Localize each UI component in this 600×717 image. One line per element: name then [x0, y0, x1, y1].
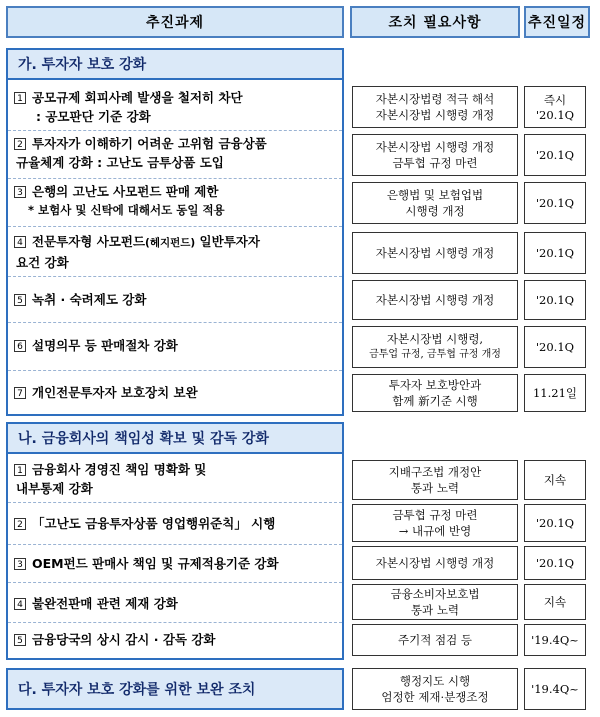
divider [8, 582, 342, 583]
measure-cell: 금투협 규정 마련 → 내규에 반영 [352, 504, 518, 542]
date-cell: '20.1Q [524, 182, 586, 224]
date-cell: '19.4Q~ [524, 624, 586, 656]
section-a-item-5: 5 녹취 · 숙려제도 강화 [14, 290, 338, 309]
section-a-item-1: 1 공모규제 회피사례 발생을 철저히 차단 : 공모판단 기준 강화 [14, 88, 338, 126]
item-number: 1 [14, 92, 26, 104]
divider [8, 322, 342, 323]
divider [8, 544, 342, 545]
date-cell: '20.1Q [524, 504, 586, 542]
measure-cell: 주기적 점검 등 [352, 624, 518, 656]
section-a-item-6: 6 설명의무 등 판매절차 강화 [14, 336, 338, 355]
measure-cell: 행정지도 시행 엄정한 제재·분쟁조정 [352, 668, 518, 710]
measure-cell: 자본시장법 시행령, 금투업 규정, 금투협 규정 개정 [352, 326, 518, 368]
measure-cell: 은행법 및 보험업법 시행령 개정 [352, 182, 518, 224]
divider [8, 622, 342, 623]
measure-cell: 투자자 보호방안과 함께 新기준 시행 [352, 374, 518, 412]
item-number: 6 [14, 340, 26, 352]
item-number: 2 [14, 518, 26, 530]
section-b-item-2: 2 「고난도 금융투자상품 영업행위준칙」 시행 [14, 514, 338, 533]
measure-cell: 자본시장법 시행령 개정 [352, 232, 518, 274]
section-b-panel [6, 422, 344, 660]
measure-cell: 자본시장법 시행령 개정 금투협 규정 마련 [352, 134, 518, 176]
section-a-item-3: 3 은행의 고난도 사모펀드 판매 제한 * 보험사 및 신탁에 대해서도 동일 적용 [14, 182, 338, 220]
section-b-item-5: 5 금융당국의 상시 감시 · 감독 강화 [14, 630, 338, 649]
item-number: 3 [14, 558, 26, 570]
divider [8, 502, 342, 503]
item-number: 1 [14, 464, 26, 476]
date-cell: 지속 [524, 460, 586, 500]
item-number: 7 [14, 387, 26, 399]
date-cell: '20.1Q [524, 232, 586, 274]
item-number: 4 [14, 598, 26, 610]
section-b-item-4: 4 불완전판매 관련 제재 강화 [14, 594, 338, 613]
item-number: 2 [14, 138, 26, 150]
item-number: 5 [14, 294, 26, 306]
section-b-item-1: 1 금융회사 경영진 책임 명확화 및 내부통제 강화 [16, 462, 207, 496]
section-b-item-3: 3 OEM펀드 판매사 책임 및 규제적용기준 강화 [14, 554, 338, 573]
section-a-item-7: 7 개인전문투자자 보호장치 보완 [14, 383, 338, 402]
divider [8, 130, 342, 131]
section-a-title: 가. 투자자 보호 강화 [6, 48, 344, 80]
date-cell: 지속 [524, 584, 586, 620]
date-cell: '20.1Q [524, 326, 586, 368]
section-c-title: 다. 투자자 보호 강화를 위한 보완 조치 [6, 668, 344, 710]
divider [8, 178, 342, 179]
measure-cell: 금융소비자보호법 통과 노력 [352, 584, 518, 620]
section-b-title: 나. 금융회사의 책임성 확보 및 감독 강화 [6, 422, 344, 454]
divider [8, 226, 342, 227]
date-cell: '20.1Q [524, 280, 586, 320]
measure-cell: 지배구조법 개정안 통과 노력 [352, 460, 518, 500]
section-a-item-4: 4 전문투자형 사모펀드(헤지펀드) 일반투자자 요건 강화 [16, 234, 260, 270]
date-cell: '20.1Q [524, 134, 586, 176]
item-number: 5 [14, 634, 26, 646]
date-cell: '20.1Q [524, 546, 586, 580]
date-cell: '19.4Q~ [524, 668, 586, 710]
measure-cell: 자본시장법 시행령 개정 [352, 280, 518, 320]
date-cell: 즉시 '20.1Q [524, 86, 586, 128]
item-number: 4 [14, 236, 26, 248]
header-measure: 조치 필요사항 [350, 6, 520, 38]
item-number: 3 [14, 186, 26, 198]
measure-cell: 자본시장법 시행령 개정 [352, 546, 518, 580]
divider [8, 370, 342, 371]
header-schedule: 추진일정 [524, 6, 590, 38]
date-cell: 11.21일 [524, 374, 586, 412]
measure-cell: 자본시장법령 적극 해석 자본시장법 시행령 개정 [352, 86, 518, 128]
divider [8, 276, 342, 277]
section-a-item-2: 2 투자자가 이해하기 어려운 고위험 금융상품 규율체계 강화 : 고난도 금투상품 도입 [16, 136, 267, 170]
header-task: 추진과제 [6, 6, 344, 38]
